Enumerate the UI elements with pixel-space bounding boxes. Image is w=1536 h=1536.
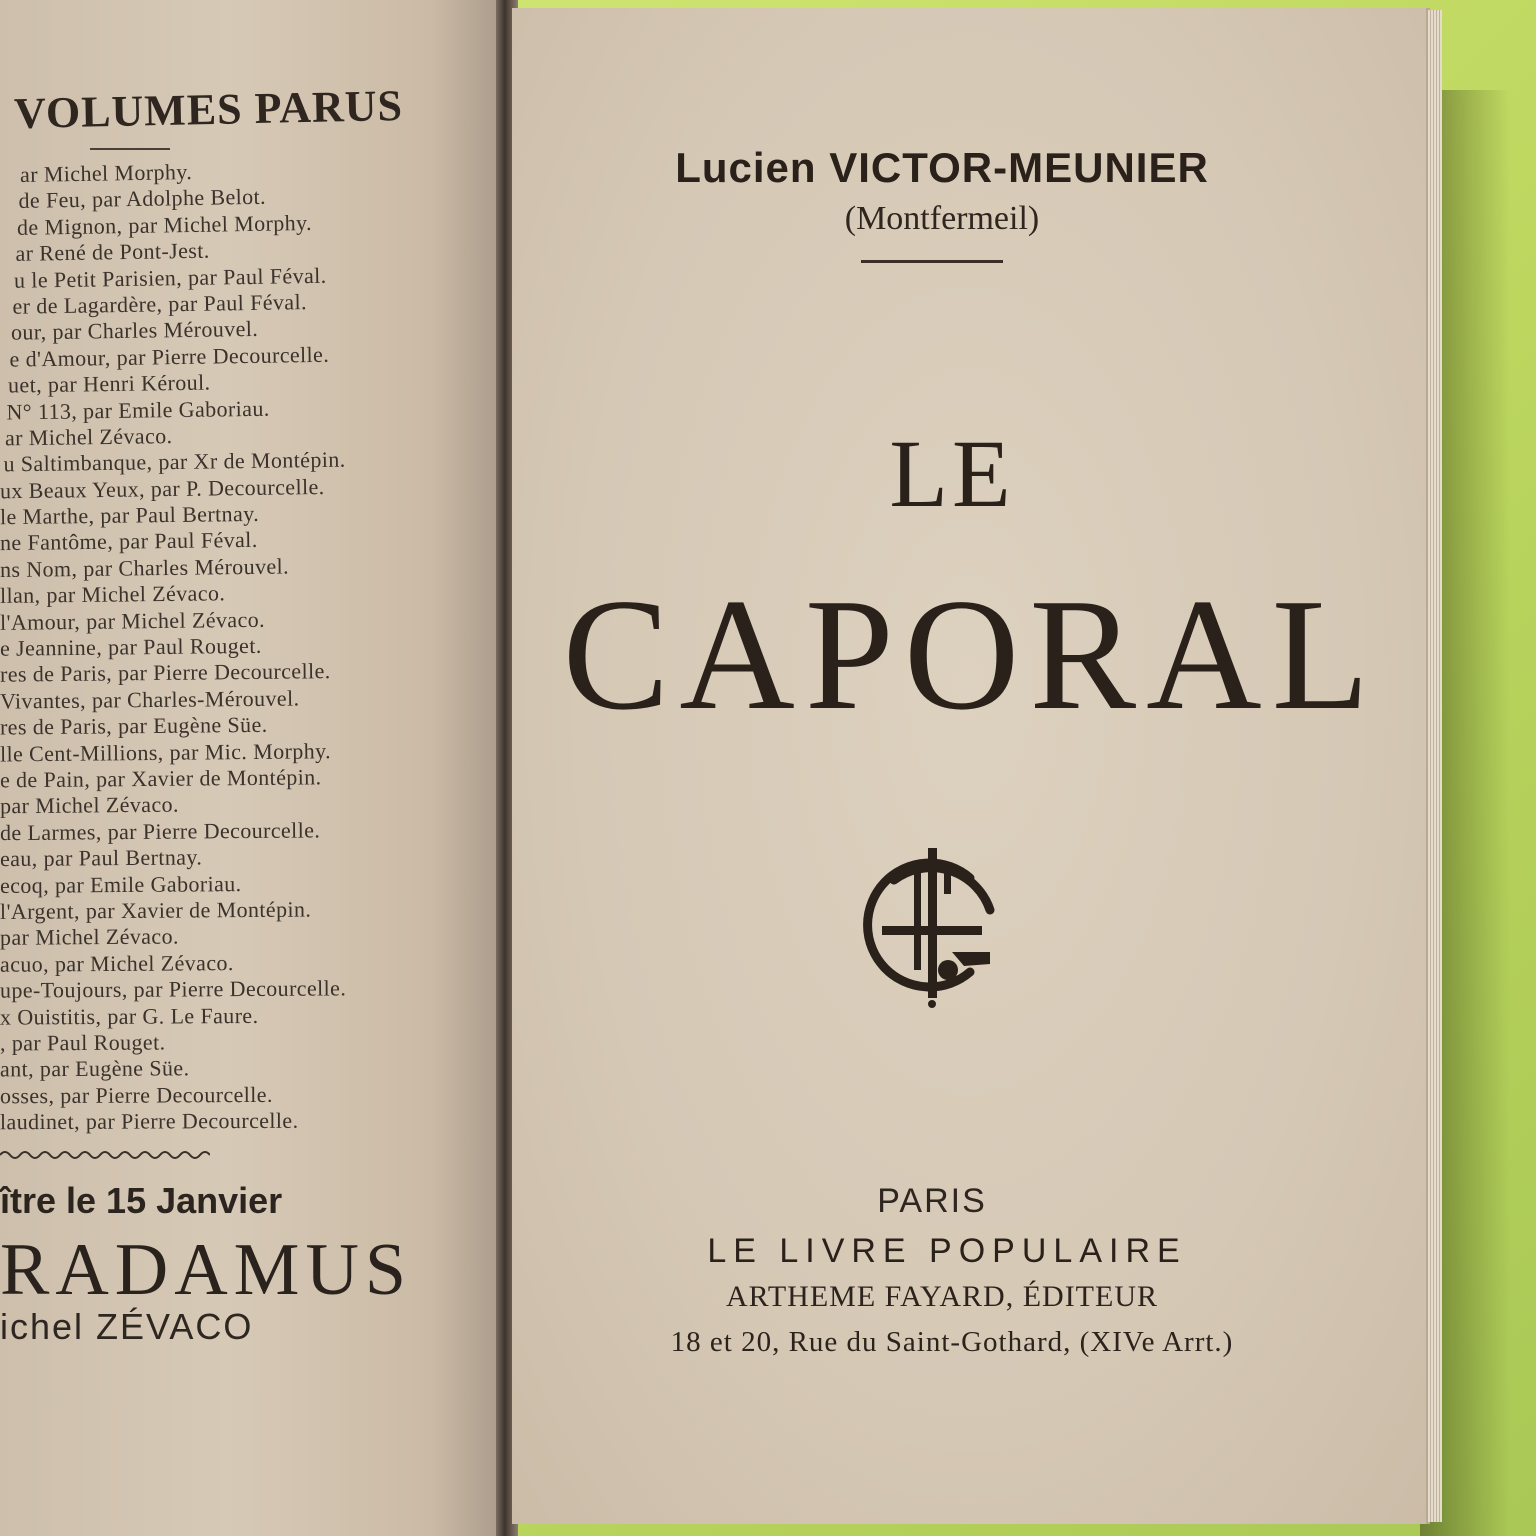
volume-entry: res de Paris, par Pierre Decourcelle. <box>0 658 331 688</box>
volume-entry: ar Michel Zévaco. <box>4 422 173 451</box>
publisher-monogram-icon <box>852 840 1012 1010</box>
publisher-name: LE LIVRE POPULAIRE <box>707 1232 1187 1270</box>
volume-entry: ar Michel Morphy. <box>19 159 193 188</box>
publisher-address: 18 et 20, Rue du Saint-Gothard, (XIVe Arrt.) <box>670 1326 1234 1358</box>
volume-entry: de Feu, par Adolphe Belot. <box>18 184 267 214</box>
page-edges <box>1428 10 1442 1522</box>
volume-entry: e Jeannine, par Paul Rouget. <box>0 632 262 661</box>
volume-entry: llan, par Michel Zévaco. <box>0 580 226 609</box>
heading-rule <box>90 148 170 150</box>
author-rule <box>861 260 1003 263</box>
editor-name: ARTHEME FAYARD, ÉDITEUR <box>725 1280 1159 1313</box>
volume-entry: u Saltimbanque, par Xr de Montépin. <box>3 446 346 477</box>
title-page <box>512 8 1430 1524</box>
volume-entry: res de Paris, par Eugène Süe. <box>0 712 268 740</box>
volume-entry: upe-Toujours, par Pierre Decourcelle. <box>0 975 347 1003</box>
volume-entry: ar René de Pont-Jest. <box>15 237 210 267</box>
next-author: ichel ZÉVACO <box>0 1306 254 1347</box>
publication-city: PARIS <box>877 1182 987 1220</box>
ornament-divider <box>0 1148 210 1162</box>
volume-entry: l'Amour, par Michel Zévaco. <box>0 606 266 635</box>
volume-entry: u le Petit Parisien, par Paul Féval. <box>13 262 327 293</box>
volume-entry: de Larmes, par Pierre Decourcelle. <box>0 817 321 845</box>
title-article: LE <box>889 420 1015 527</box>
announcement: ître le 15 Janvier <box>0 1180 283 1221</box>
volume-entry: laudinet, par Pierre Decourcelle. <box>0 1107 299 1135</box>
volumes-heading: VOLUMES PARUS <box>13 80 404 139</box>
volume-entry: ux Beaux Yeux, par P. Decourcelle. <box>0 473 325 504</box>
volume-entry: ecoq, par Emile Gaboriau. <box>0 870 242 898</box>
volume-entry: our, par Charles Mérouvel. <box>10 316 259 346</box>
volume-entry: acuo, par Michel Zévaco. <box>0 949 234 977</box>
book-title: CAPORAL <box>562 565 1380 743</box>
volume-entry: e d'Amour, par Pierre Decourcelle. <box>9 341 330 372</box>
volume-entry: N° 113, par Emile Gaboriau. <box>6 395 270 424</box>
volume-entry: par Michel Zévaco. <box>0 792 179 819</box>
author-place: (Montfermeil) <box>844 200 1040 237</box>
volume-entry: uet, par Henri Kéroul. <box>7 369 211 398</box>
volume-entry: eau, par Paul Bertnay. <box>0 844 203 872</box>
volume-entry: er de Lagardère, par Paul Féval. <box>12 289 308 319</box>
volume-entry: de Mignon, par Michel Morphy. <box>16 209 313 240</box>
volume-entry: le Marthe, par Paul Bertnay. <box>0 500 260 530</box>
volume-entry: l'Argent, par Xavier de Montépin. <box>0 896 312 924</box>
author-name: Lucien VICTOR-MEUNIER <box>675 144 1209 191</box>
volume-entry: ns Nom, par Charles Mérouvel. <box>0 553 290 582</box>
volume-entry: osses, par Pierre Decourcelle. <box>0 1081 273 1108</box>
volumes-list <box>0 158 500 1134</box>
volume-entry: e de Pain, par Xavier de Montépin. <box>0 764 322 793</box>
next-title: RADAMUS <box>0 1229 413 1311</box>
volume-entry: Vivantes, par Charles-Mérouvel. <box>0 685 300 714</box>
volume-entry: , par Paul Rouget. <box>0 1029 166 1056</box>
left-page-content <box>0 0 500 1536</box>
volume-entry: ant, par Eugène Süe. <box>0 1055 190 1082</box>
volume-entry: lle Cent-Millions, par Mic. Morphy. <box>0 737 332 767</box>
volume-entry: par Michel Zévaco. <box>0 923 179 951</box>
volume-entry: ne Fantôme, par Paul Féval. <box>0 527 258 556</box>
volume-entry: x Ouistitis, par G. Le Faure. <box>0 1002 259 1030</box>
